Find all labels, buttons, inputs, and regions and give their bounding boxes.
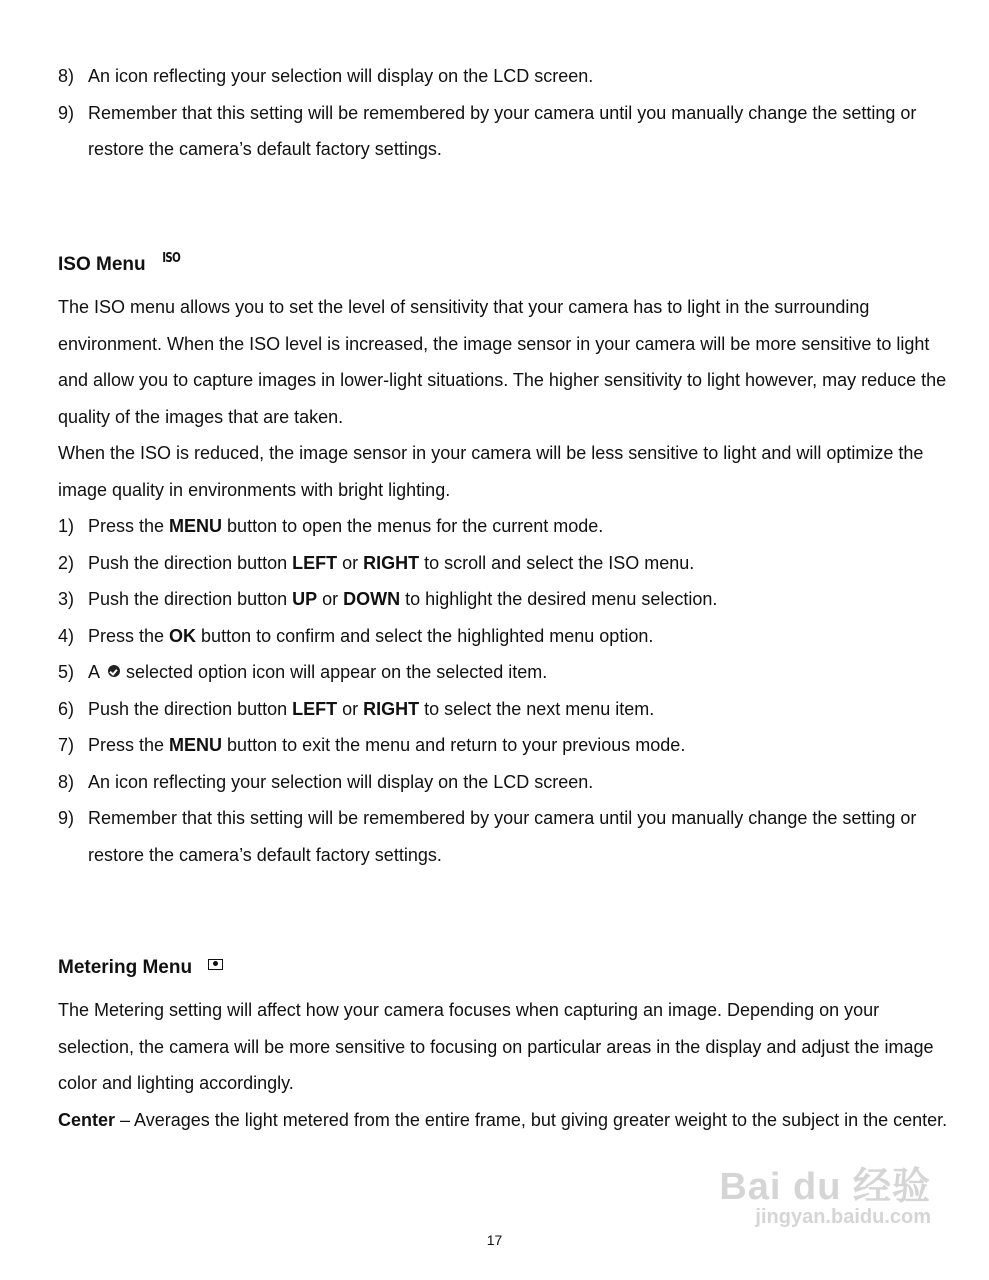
list-item: 4) Press the OK button to confirm and select the highlighted menu option. — [58, 625, 654, 646]
watermark-url: jingyan.baidu.com — [755, 1206, 931, 1228]
list-item: 3) Push the direction button UP or DOWN to highlight the desired menu selection. — [58, 589, 718, 609]
metering-center-option: Center – Averages the light metered from the entire frame, but giving greater weight to the subject in the center. — [58, 1110, 948, 1130]
metering-menu-heading: Metering Menu — [58, 957, 223, 979]
page-number: 17 — [486, 1232, 503, 1248]
iso-icon: ISO — [161, 250, 180, 266]
list-item: 6) Push the direction button LEFT or RIGHT to select the next menu item. — [58, 698, 655, 719]
check-circle-icon — [108, 665, 120, 677]
iso-description-2: When the ISO is reduced, the image sensor in your camera will be less sensitive to light and will optimize the image quality in environments with bright lighting. — [58, 443, 924, 500]
list-item: 9) Remember that this setting will be remembered by your camera until you manually change the setting or restore the camera’s default factory settings. — [58, 102, 917, 159]
iso-menu-heading: ISO Menu ISO — [58, 250, 180, 275]
iso-steps — [58, 508, 948, 873]
list-item: 7) Press the MENU button to exit the menu and return to your previous mode. — [58, 735, 686, 755]
list-item: 1) Press the MENU button to open the menus for the current mode. — [58, 516, 604, 536]
top-list — [58, 58, 948, 168]
watermark-logo: Bai du 经验 — [719, 1166, 931, 1208]
list-item: 5) A selected option icon will appear on the selected item. — [58, 662, 548, 682]
list-item: 8) An icon reflecting your selection will display on the LCD screen. — [58, 771, 594, 792]
list-item: 8) An icon reflecting your selection will display on the LCD screen. — [58, 66, 594, 86]
list-item: 2) Push the direction button LEFT or RIGHT to scroll and select the ISO menu. — [58, 552, 695, 573]
list-item: 9) Remember that this setting will be remembered by your camera until you manually change the setting or restore the camera’s default factory settings. — [58, 808, 917, 865]
metering-description: The Metering setting will affect how your camera focuses when capturing an image. Depending on your selection, the camera will be more sensitive to focusing on particular areas in the display and adjust the image color and lighting accordingly. — [58, 1000, 934, 1093]
spot-metering-icon — [208, 959, 223, 970]
watermark — [719, 1155, 931, 1229]
iso-description: The ISO menu allows you to set the level of sensitivity that your camera has to light in the surrounding environment. When the ISO level is increased, the image sensor in your camera will be more sensitive to light and allow you to capture images in lower-light situations. The higher sensitivity to light however, may reduce the quality of the images that are taken. — [58, 297, 947, 427]
